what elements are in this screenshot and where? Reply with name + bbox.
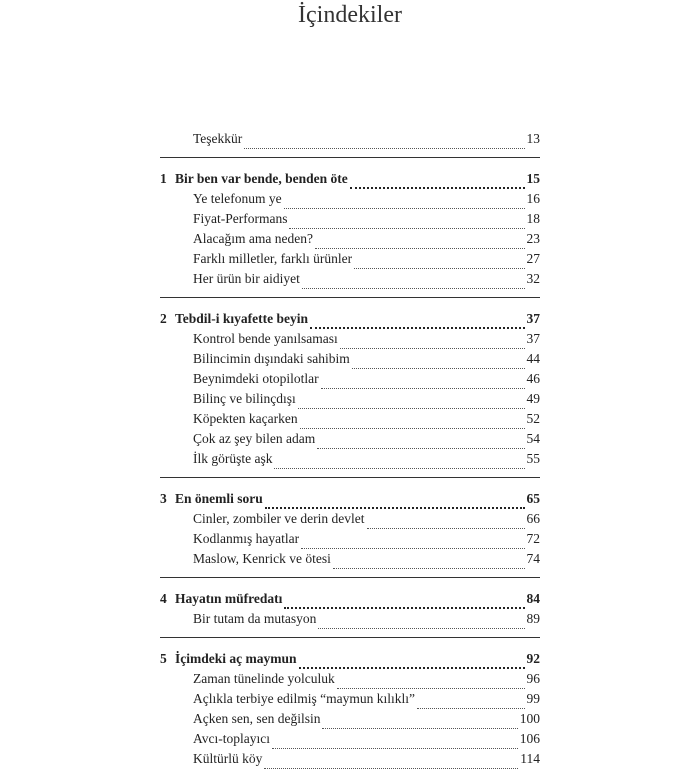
section-page: 72: [526, 531, 540, 546]
section-page: 23: [526, 231, 540, 246]
page-title: İçindekiler: [298, 2, 402, 28]
dot-leader: [300, 422, 525, 429]
section-page: 46: [526, 371, 540, 386]
dot-leader: [333, 562, 525, 569]
toc-chapter-entry[interactable]: [160, 589, 540, 609]
section-title: Kültürlü köy: [193, 751, 263, 766]
dot-leader: [317, 442, 524, 449]
section-title: Bir tutam da mutasyon: [193, 611, 317, 626]
dot-leader: [274, 462, 524, 469]
dot-leader: [322, 722, 517, 729]
section-page: 49: [526, 391, 540, 406]
toc-section-entry[interactable]: [160, 329, 540, 349]
toc-chapter-entry[interactable]: [160, 309, 540, 329]
section-title: Beynimdeki otopilotlar: [193, 371, 319, 386]
dot-leader: [318, 622, 524, 629]
section-title: Farklı milletler, farklı ürünler: [193, 251, 353, 266]
section-title: Alacağım ama neden?: [193, 231, 313, 246]
toc-section-entry[interactable]: [160, 389, 540, 409]
chapter-section: [160, 489, 540, 569]
toc-section-entry[interactable]: [160, 229, 540, 249]
chapter-section: [160, 169, 540, 289]
chapter-title: Bir ben var bende, benden öte: [175, 171, 348, 186]
section-title: Ye telefonum ye: [193, 191, 282, 206]
chapter-section: [160, 309, 540, 469]
chapter-separator: [160, 577, 540, 578]
dot-leader: [272, 742, 518, 749]
chapter-separator: [160, 477, 540, 478]
chapter-number: 4: [160, 591, 167, 606]
toc-section-entry[interactable]: [160, 529, 540, 549]
dot-leader: [301, 542, 524, 549]
chapter-separator: [160, 157, 540, 158]
section-page: 100: [519, 711, 540, 726]
dot-leader: [289, 222, 524, 229]
table-of-contents: [160, 129, 540, 769]
section-page: 106: [519, 731, 540, 746]
dot-leader: [337, 682, 525, 689]
toc-chapter-entry[interactable]: [160, 649, 540, 669]
dot-leader: [340, 342, 525, 349]
toc-section-entry[interactable]: [160, 709, 540, 729]
section-title: Kodlanmış hayatlar: [193, 531, 300, 546]
toc-section-entry[interactable]: [160, 689, 540, 709]
chapter-page: 65: [526, 491, 540, 506]
chapter-separator: [160, 637, 540, 638]
dot-leader: [354, 262, 524, 269]
entry-page: 13: [526, 131, 540, 146]
section-page: 55: [526, 451, 540, 466]
chapter-section: [160, 589, 540, 629]
section-title: Fiyat-Performans: [193, 211, 288, 226]
chapter-title: En önemli soru: [175, 491, 263, 506]
chapter-section: [160, 649, 540, 769]
section-title: Her ürün bir aidiyet: [193, 271, 300, 286]
toc-section-entry[interactable]: [160, 429, 540, 449]
section-page: 66: [526, 511, 540, 526]
section-title: Açlıkla terbiye edilmiş “maymun kılıklı”: [193, 691, 415, 706]
section-title: Bilinç ve bilinçdışı: [193, 391, 296, 406]
toc-section-entry[interactable]: [160, 209, 540, 229]
dot-leader: [310, 321, 524, 329]
toc-section-entry[interactable]: [160, 369, 540, 389]
section-page: 54: [526, 431, 540, 446]
entry-label: Teşekkür: [193, 131, 243, 146]
chapter-page: 37: [526, 311, 540, 326]
chapter-number: 5: [160, 651, 167, 666]
section-page: 114: [520, 751, 540, 766]
section-page: 37: [526, 331, 540, 346]
dot-leader: [298, 402, 525, 409]
section-page: 96: [526, 671, 540, 686]
toc-section-entry[interactable]: [160, 549, 540, 569]
toc-section-entry[interactable]: [160, 189, 540, 209]
section-title: Açken sen, sen değilsin: [193, 711, 321, 726]
dot-leader: [367, 522, 525, 529]
section-title: Cinler, zombiler ve derin devlet: [193, 511, 365, 526]
toc-section-entry[interactable]: [160, 669, 540, 689]
dot-leader: [264, 762, 518, 769]
section-page: 99: [526, 691, 540, 706]
chapter-title: Hayatın müfredatı: [175, 591, 283, 606]
dot-leader: [350, 181, 525, 189]
section-page: 52: [526, 411, 540, 426]
chapter-list: [160, 157, 540, 769]
toc-section-entry[interactable]: [160, 269, 540, 289]
section-title: Zaman tünelinde yolculuk: [193, 671, 335, 686]
dot-leader: [417, 702, 525, 709]
toc-section-entry[interactable]: [160, 449, 540, 469]
section-page: 74: [526, 551, 540, 566]
dot-leader: [284, 601, 524, 609]
section-page: 89: [526, 611, 540, 626]
dot-leader: [244, 142, 524, 149]
toc-chapter-entry[interactable]: [160, 169, 540, 189]
section-page: 27: [526, 251, 540, 266]
chapter-title: Tebdil-i kıyafette beyin: [175, 311, 309, 326]
section-page: 16: [526, 191, 540, 206]
chapter-title: İçimdeki aç maymun: [175, 651, 297, 666]
dot-leader: [299, 661, 525, 669]
dot-leader: [302, 282, 525, 289]
chapter-page: 84: [526, 591, 540, 606]
chapter-page: 92: [526, 651, 540, 666]
chapter-page: 15: [526, 171, 540, 186]
dot-leader: [315, 242, 525, 249]
toc-section-entry[interactable]: [160, 749, 540, 769]
section-page: 18: [526, 211, 540, 226]
toc-entry-front[interactable]: [160, 129, 540, 149]
toc-chapter-entry[interactable]: [160, 489, 540, 509]
dot-leader: [265, 501, 525, 509]
toc-section-entry[interactable]: [160, 249, 540, 269]
section-page: 32: [526, 271, 540, 286]
section-title: Kontrol bende yanılsaması: [193, 331, 338, 346]
section-title: Maslow, Kenrick ve ötesi: [193, 551, 331, 566]
section-page: 44: [526, 351, 540, 366]
chapter-number: 3: [160, 491, 167, 506]
toc-section-entry[interactable]: [160, 609, 540, 629]
chapter-number: 2: [160, 311, 167, 326]
toc-section-entry[interactable]: [160, 349, 540, 369]
toc-section-entry[interactable]: [160, 509, 540, 529]
toc-section-entry[interactable]: [160, 409, 540, 429]
dot-leader: [284, 202, 525, 209]
section-title: İlk görüşte aşk: [193, 451, 273, 466]
chapter-number: 1: [160, 171, 167, 186]
section-title: Avcı-toplayıcı: [193, 731, 270, 746]
dot-leader: [321, 382, 525, 389]
dot-leader: [352, 362, 525, 369]
section-title: Köpekten kaçarken: [193, 411, 298, 426]
toc-section-entry[interactable]: [160, 729, 540, 749]
section-title: Bilincimin dışındaki sahibim: [193, 351, 350, 366]
section-title: Çok az şey bilen adam: [193, 431, 316, 446]
chapter-separator: [160, 297, 540, 298]
